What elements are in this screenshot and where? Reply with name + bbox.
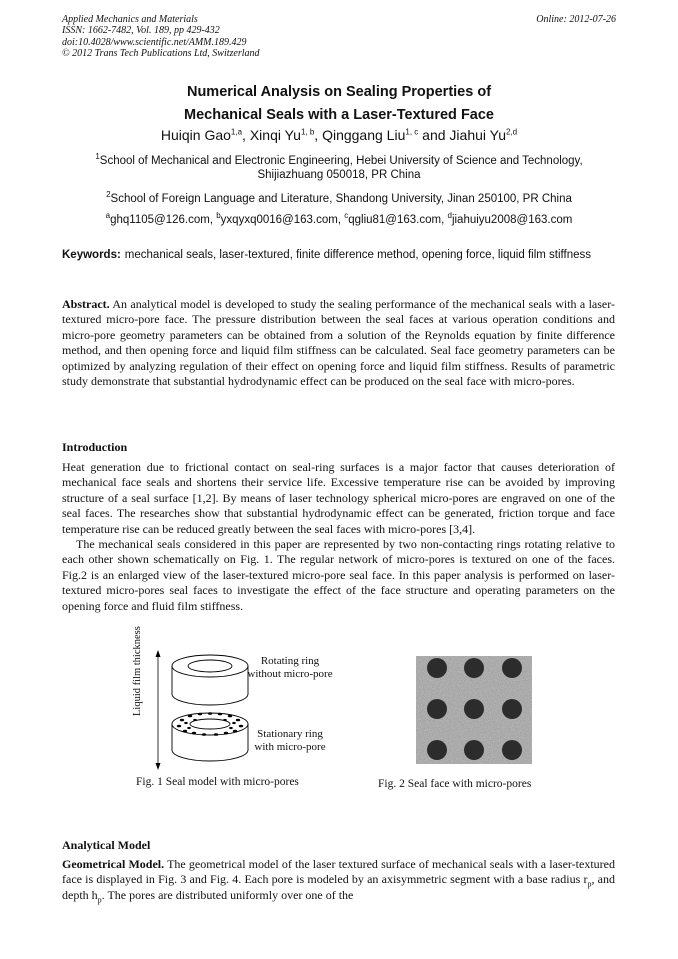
email-link[interactable]: ghq1105@126.com bbox=[110, 214, 210, 226]
keywords bbox=[62, 248, 616, 262]
figure-1-rotating-ring-label: Rotating ring without micro-pore bbox=[247, 655, 333, 680]
affiliation-1: $^1$School of Mechanical and Electronic Engineering, Hebei University of Science and Technology, Shijiazhuang 050018, PR China bbox=[95, 152, 583, 181]
introduction-paragraph: Heat generation due to frictional contact on seal-ring surfaces is a major factor that causes deterioration of mechanical face seals and shortens their service life. Excessive temperature rise can be avoided by improving structure of a seal surface [1,2]. By means of laser technology spherical micro-pores are engraved on one of the seal faces. The researches show that substantial hydrodynamic effect can be generated, friction torque and face temperature rise can be reduced greatly between the seal faces with micro-pores [3,4]. bbox=[62, 460, 615, 536]
journal-doi: doi:10.4028/www.scientific.net/AMM.189.429 bbox=[62, 36, 247, 48]
abstract bbox=[62, 297, 615, 389]
figure-1-stationary-ring-label: Stationary ring with micro-pore bbox=[254, 728, 326, 753]
online-date: Online: 2012-07-26 bbox=[536, 14, 616, 25]
email-link[interactable]: yxqyxq0016@163.com bbox=[220, 214, 338, 226]
figure-1-seal-model bbox=[150, 648, 250, 776]
email-link[interactable]: jiahuiyu2008@163.com bbox=[451, 214, 573, 226]
abstract-text: An analytical model is developed to study the sealing performance of the mechanical seals with a laser-textured micro-pore face. The pressure distribution between the seal faces at various operation conditions and micro-pore geometry parameters can be obtained from a solution of the Reynolds equation by finite difference method, and then opening force and liquid film stiffness can be calculated. Seal face geometry parameters can be optimized by analyzing regulation of their effect on opening force and liquid film stiffness. Results of parametric study demonstrate that substantial hydrodynamic effect can be produced on the seal face with micro-pores. bbox=[62, 297, 615, 389]
paper-title-line-2: Mechanical Seals with a Laser-Textured Face bbox=[184, 107, 494, 123]
analytical-model-heading: Analytical Model bbox=[62, 838, 151, 852]
author: Jiahui Yu$^{2,d}$ bbox=[449, 127, 518, 143]
geometrical-model-label: Geometrical Model. bbox=[62, 857, 165, 871]
figure-1-y-label: Liquid film thickness bbox=[132, 626, 143, 716]
email-list: $^a$ghq1105@126.com, $^b$yxqyxq0016@163.com, $^c$qgliu81@163.com, $^d$jiahuiyu2008@163.com bbox=[105, 211, 573, 226]
geometrical-model-paragraph: Geometrical Model. The geometrical model of the laser textured surface of mechanical seals with a laser-textured face is displayed in Fig. 3 and Fig. 4. Each pore is modeled by an axisymmetric segment with a base radius $r_p$, and depth $h_p$. The pores are distributed uniformly over one of the bbox=[62, 857, 615, 905]
keywords-text: mechanical seals, laser-textured, finite difference method, opening force, liquid film stiffness bbox=[124, 249, 592, 261]
figure-2-seal-face-photo bbox=[416, 656, 532, 764]
introduction-heading: Introduction bbox=[62, 440, 128, 454]
journal-name: Applied Mechanics and Materials bbox=[62, 14, 198, 25]
affiliation-2: $^2$School of Foreign Language and Literature, Shandong University, Jinan 250100, PR China bbox=[106, 190, 572, 205]
journal-issn: ISSN: 1662-7482, Vol. 189, pp 429-432 bbox=[62, 25, 220, 37]
author: Qinggang Liu$^{1, c}$ and bbox=[322, 127, 450, 143]
figure-2-caption: Fig. 2 Seal face with micro-pores bbox=[378, 778, 532, 790]
author-list bbox=[62, 127, 616, 143]
journal-header bbox=[62, 14, 260, 59]
figure-1-caption: Fig. 1 Seal model with micro-pores bbox=[136, 776, 299, 788]
email-link[interactable]: qgliu81@163.com bbox=[348, 214, 442, 226]
introduction-body bbox=[62, 460, 615, 614]
author: Huiqin Gao$^{1,a}$, bbox=[160, 127, 250, 143]
paper-title-line-1: Numerical Analysis on Sealing Properties of bbox=[186, 84, 492, 100]
abstract-label: Abstract. bbox=[62, 297, 110, 311]
keywords-label: Keywords: bbox=[62, 249, 121, 261]
introduction-paragraph: The mechanical seals considered in this paper are represented by two non-contacting rings rotating relative to each other shown schematically on Fig. 1. The regular network of micro-pores is textured on one of the faces. Fig.2 is an enlarged view of the laser-textured micro-pore seal face. In this paper analysis is performed on laser-textured micro-pores seal faces to investigate the effect of the face structure and operating parameters on the opening force and fluid film stiffness. bbox=[62, 537, 615, 613]
author: Xinqi Yu$^{1, b}$, bbox=[249, 127, 323, 143]
journal-copyright: © 2012 Trans Tech Publications Ltd, Switzerland bbox=[62, 47, 260, 59]
